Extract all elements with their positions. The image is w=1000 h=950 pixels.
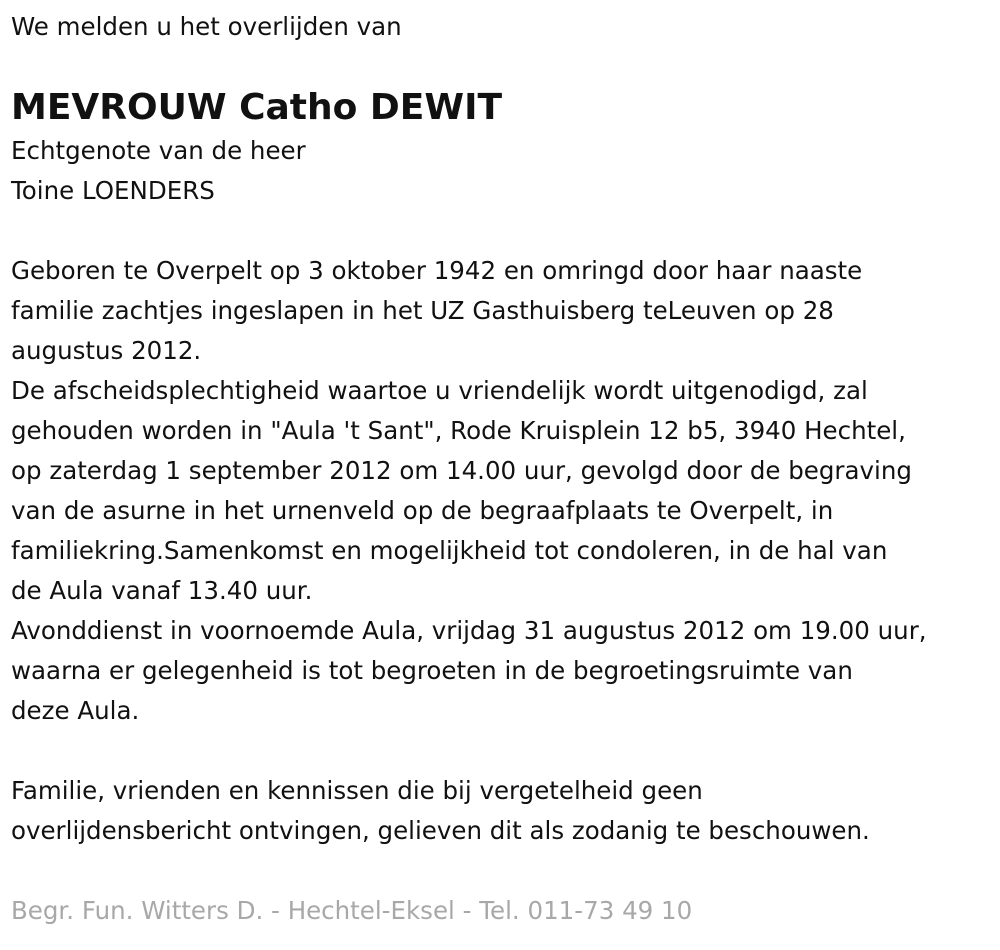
spacer (11, 851, 996, 891)
body-line: van de asurne in het urnenveld op de begraafplaats te Overpelt, in (11, 496, 834, 525)
funeral-director-footer: Begr. Fun. Witters D. - Hechtel-Eksel - Tel. 011-73 49 10 (11, 896, 693, 925)
closing-paragraph (11, 771, 996, 851)
closing-line: overlijdensbericht ontvingen, gelieven dit als zodanig te beschouwen. (11, 816, 870, 845)
body-line: familiekring.Samenkomst en mogelijkheid tot condoleren, in de hal van (11, 536, 888, 565)
deceased-name: MEVROUW Catho DEWIT (11, 87, 503, 128)
spouse-line: Toine LOENDERS (11, 176, 215, 205)
spacer (11, 731, 996, 771)
body-line: familie zachtjes ingeslapen in het UZ Gasthuisberg teLeuven op 28 (11, 296, 834, 325)
body-line: Geboren te Overpelt op 3 oktober 1942 en omringd door haar naaste (11, 256, 863, 285)
body-line: deze Aula. (11, 696, 140, 725)
closing-line: Familie, vrienden en kennissen die bij vergetelheid geen (11, 776, 703, 805)
body-line: op zaterdag 1 september 2012 om 14.00 uur, gevolgd door de begraving (11, 456, 912, 485)
body-line: Avonddienst in voornoemde Aula, vrijdag 31 augustus 2012 om 19.00 uur, (11, 616, 927, 645)
body-line: augustus 2012. (11, 336, 202, 365)
body-line: gehouden worden in "Aula 't Sant", Rode Kruisplein 12 b5, 3940 Hechtel, (11, 416, 906, 445)
body-line: waarna er gelegenheid is tot begroeten in de begroetingsruimte van (11, 656, 853, 685)
body-line: de Aula vanaf 13.40 uur. (11, 576, 313, 605)
spacer (11, 47, 996, 85)
spacer (11, 211, 996, 251)
body-line: De afscheidsplechtigheid waartoe u vriendelijk wordt uitgenodigd, zal (11, 376, 868, 405)
body-paragraph (11, 251, 996, 731)
spouse-line: Echtgenote van de heer (11, 136, 306, 165)
intro-text: We melden u het overlijden van (11, 12, 402, 41)
death-notice (11, 7, 996, 931)
